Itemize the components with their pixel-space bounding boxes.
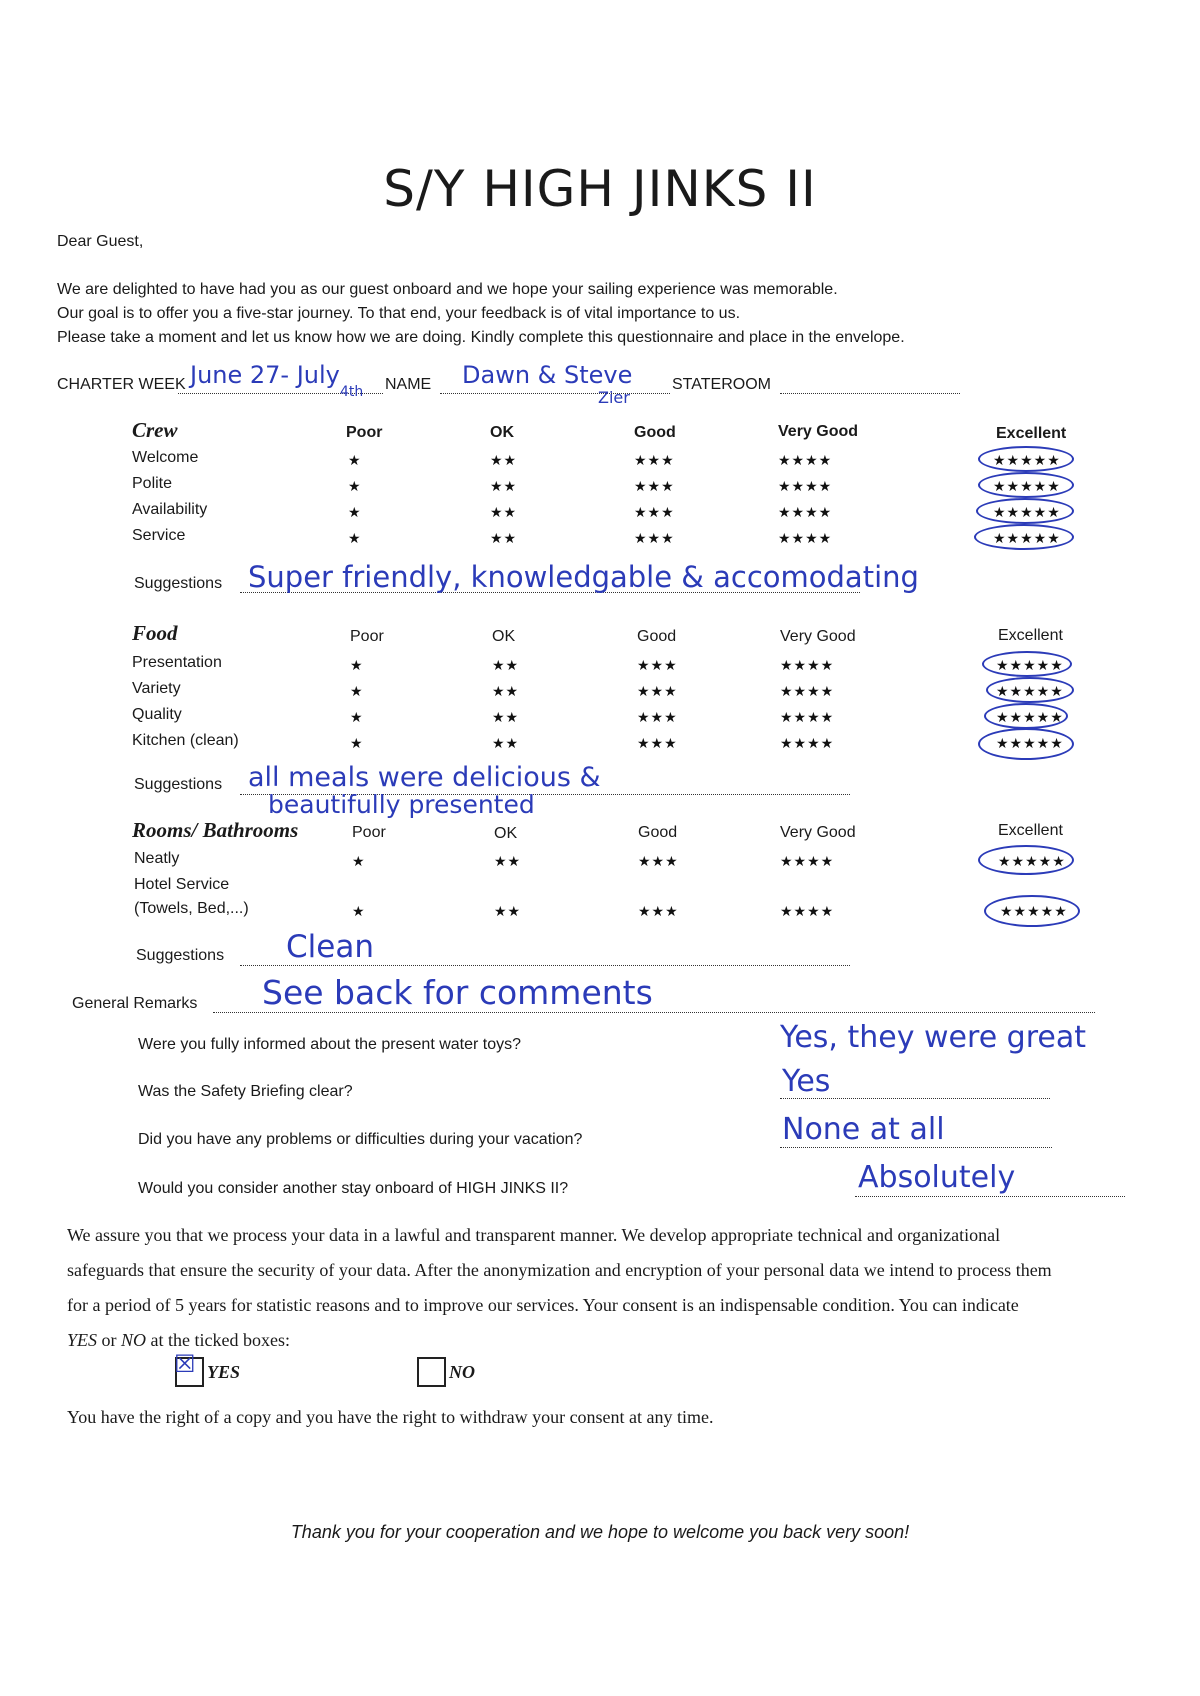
crew-welcome-ok[interactable]: ★★: [490, 452, 518, 468]
food-quality-selected-mark: [984, 703, 1068, 729]
privacy-yes-word: YES: [67, 1330, 98, 1350]
charter-week-label: CHARTER WEEK: [57, 376, 186, 393]
rooms-hotel-ok[interactable]: ★★: [494, 903, 522, 919]
stateroom-label: STATEROOM: [672, 376, 771, 393]
food-excellent-header: Excellent: [998, 627, 1063, 644]
consent-yes-label: YES: [207, 1362, 241, 1382]
food-heading: Food: [132, 621, 178, 645]
crew-poor-header: Poor: [346, 424, 383, 441]
crew-item-welcome: Welcome: [132, 449, 199, 466]
question-another-stay: Would you consider another stay onboard of HIGH JINKS II?: [138, 1180, 569, 1197]
greeting: Dear Guest,: [57, 233, 144, 250]
rooms-excellent-header: Excellent: [998, 822, 1063, 839]
rooms-poor-header: Poor: [352, 824, 386, 841]
food-poor-header: Poor: [350, 628, 384, 645]
answer-water-toys: Yes, they were great: [780, 1020, 1087, 1055]
crew-service-selected-mark: [974, 524, 1074, 550]
name-label: NAME: [385, 376, 432, 393]
food-item-kitchen: Kitchen (clean): [132, 732, 239, 749]
crew-polite-excellent[interactable]: ★★★★★: [993, 478, 1061, 494]
consent-no-label: NO: [449, 1362, 475, 1382]
crew-polite-ok[interactable]: ★★: [490, 478, 518, 494]
rights-text: You have the right of a copy and you have the right to withdraw your consent at any time.: [67, 1407, 714, 1427]
rooms-hotel-excellent[interactable]: ★★★★★: [1000, 903, 1068, 919]
food-variety-selected-mark: [986, 677, 1074, 703]
general-remarks-field[interactable]: [213, 1012, 1095, 1013]
name-value: Dawn & Steve: [462, 361, 633, 389]
consent-yes-check-mark: ☒: [174, 1351, 196, 1378]
food-item-quality: Quality: [132, 706, 182, 723]
food-presentation-selected-mark: [982, 651, 1072, 677]
consent-no-checkbox[interactable]: [417, 1357, 446, 1387]
crew-suggestions-value: Super friendly, knowledgable & accomodating: [248, 560, 919, 594]
crew-ok-header: OK: [490, 424, 514, 441]
answer-problems-field[interactable]: [780, 1147, 1052, 1148]
rooms-neatly-poor[interactable]: ★: [352, 853, 366, 869]
crew-polite-good[interactable]: ★★★: [634, 478, 675, 494]
rooms-hotel-good[interactable]: ★★★: [638, 903, 679, 919]
crew-item-availability: Availability: [132, 501, 208, 518]
question-problems: Did you have any problems or difficulties during your vacation?: [138, 1131, 583, 1148]
food-presentation-ok[interactable]: ★★: [492, 657, 520, 673]
answer-another-stay-field[interactable]: [855, 1196, 1125, 1197]
crew-service-verygood[interactable]: ★★★★: [778, 530, 833, 546]
charter-week-value: June 27- July: [190, 361, 340, 389]
name-field[interactable]: [440, 393, 670, 394]
food-suggestions-value: all meals were delicious &: [248, 762, 601, 793]
food-quality-verygood[interactable]: ★★★★: [780, 709, 835, 725]
crew-welcome-selected-mark: [978, 446, 1074, 472]
food-presentation-verygood[interactable]: ★★★★: [780, 657, 835, 673]
intro-line-1: We are delighted to have had you as our guest onboard and we hope your sailing experience was memorable.: [57, 281, 838, 298]
answer-safety: Yes: [782, 1064, 831, 1099]
crew-availability-ok[interactable]: ★★: [490, 504, 518, 520]
rooms-ok-header: OK: [494, 825, 518, 842]
rooms-suggestions-value: Clean: [286, 929, 374, 965]
rooms-heading: Rooms/ Bathrooms: [132, 818, 299, 842]
food-kitchen-excellent[interactable]: ★★★★★: [996, 735, 1064, 751]
rooms-neatly-verygood[interactable]: ★★★★: [780, 853, 835, 869]
crew-availability-selected-mark: [976, 498, 1074, 524]
food-kitchen-poor[interactable]: ★: [350, 735, 364, 751]
food-quality-poor[interactable]: ★: [350, 709, 364, 725]
crew-heading: Crew: [132, 418, 178, 442]
crew-availability-excellent[interactable]: ★★★★★: [993, 504, 1061, 520]
rooms-suggestions-field[interactable]: [240, 965, 850, 966]
food-variety-excellent[interactable]: ★★★★★: [996, 683, 1064, 699]
thanks-text: Thank you for your cooperation and we hope to welcome you back very soon!: [290, 1522, 910, 1542]
rooms-item-towels-bed: (Towels, Bed,...): [134, 900, 249, 917]
crew-welcome-verygood[interactable]: ★★★★: [778, 452, 833, 468]
food-kitchen-ok[interactable]: ★★: [492, 735, 520, 751]
name-value-2: Zier: [598, 388, 630, 407]
general-remarks-label: General Remarks: [72, 995, 198, 1012]
food-quality-excellent[interactable]: ★★★★★: [996, 709, 1064, 725]
charter-week-value-2: 4th: [340, 384, 364, 400]
crew-welcome-excellent[interactable]: ★★★★★: [993, 452, 1061, 468]
crew-polite-poor[interactable]: ★: [348, 478, 362, 494]
food-verygood-header: Very Good: [780, 628, 856, 645]
food-item-presentation: Presentation: [132, 654, 222, 671]
crew-polite-verygood[interactable]: ★★★★: [778, 478, 833, 494]
food-presentation-good[interactable]: ★★★: [637, 657, 678, 673]
food-quality-ok[interactable]: ★★: [492, 709, 520, 725]
rooms-suggestions-label: Suggestions: [136, 947, 225, 964]
intro-line-3: Please take a moment and let us know how we are doing. Kindly complete this questionnaire and place in the envelope.: [57, 329, 905, 346]
crew-polite-selected-mark: [978, 472, 1074, 498]
privacy-line-3: for a period of 5 years for statistic reasons and to improve our services. Your consent is an indispensable condition. You can indicate: [67, 1295, 1019, 1315]
rooms-good-header: Good: [638, 824, 678, 841]
crew-good-header: Good: [634, 424, 676, 441]
rooms-neatly-good[interactable]: ★★★: [638, 853, 679, 869]
privacy-line-1: We assure you that we process your data in a lawful and transparent manner. We develop appropriate technical and organizational: [67, 1225, 1001, 1245]
crew-service-poor[interactable]: ★: [348, 530, 362, 546]
intro-line-2: Our goal is to offer you a five-star journey. To that end, your feedback is of vital importance to us.: [57, 305, 741, 322]
rooms-hotel-selected-mark: [984, 895, 1080, 927]
rooms-neatly-ok[interactable]: ★★: [494, 853, 522, 869]
crew-item-polite: Polite: [132, 475, 173, 492]
crew-availability-verygood[interactable]: ★★★★: [778, 504, 833, 520]
privacy-no-word: NO: [121, 1330, 147, 1350]
rooms-neatly-excellent[interactable]: ★★★★★: [998, 853, 1066, 869]
food-presentation-excellent[interactable]: ★★★★★: [996, 657, 1064, 673]
crew-item-service: Service: [132, 527, 186, 544]
food-suggestions-value-2: beautifully presented: [268, 790, 535, 819]
rooms-item-hotel-service: Hotel Service: [134, 876, 230, 893]
food-variety-verygood[interactable]: ★★★★: [780, 683, 835, 699]
crew-service-ok[interactable]: ★★: [490, 530, 518, 546]
crew-availability-good[interactable]: ★★★: [634, 504, 675, 520]
food-item-variety: Variety: [132, 680, 181, 697]
food-good-header: Good: [637, 628, 677, 645]
stateroom-field[interactable]: [780, 393, 960, 394]
rooms-item-neatly: Neatly: [134, 850, 180, 867]
question-water-toys: Were you fully informed about the present water toys?: [138, 1036, 522, 1053]
question-safety: Was the Safety Briefing clear?: [138, 1083, 353, 1100]
crew-service-good[interactable]: ★★★: [634, 530, 675, 546]
food-suggestions-label: Suggestions: [134, 776, 223, 793]
privacy-suffix: at the ticked boxes:: [146, 1330, 290, 1350]
food-variety-ok[interactable]: ★★: [492, 683, 520, 699]
food-presentation-poor[interactable]: ★: [350, 657, 364, 673]
rooms-verygood-header: Very Good: [780, 824, 856, 841]
food-variety-poor[interactable]: ★: [350, 683, 364, 699]
rooms-neatly-selected-mark: [978, 845, 1074, 875]
rooms-hotel-poor[interactable]: ★: [352, 903, 366, 919]
crew-service-excellent[interactable]: ★★★★★: [993, 530, 1061, 546]
crew-availability-poor[interactable]: ★: [348, 504, 362, 520]
privacy-or-word: or: [97, 1330, 122, 1350]
food-kitchen-good[interactable]: ★★★: [637, 735, 678, 751]
general-remarks-value: See back for comments: [262, 973, 653, 1012]
answer-problems: None at all: [782, 1112, 945, 1147]
crew-welcome-poor[interactable]: ★: [348, 452, 362, 468]
food-quality-good[interactable]: ★★★: [637, 709, 678, 725]
crew-verygood-header: Very Good: [778, 423, 859, 440]
food-ok-header: OK: [492, 628, 516, 645]
crew-suggestions-label: Suggestions: [134, 575, 223, 592]
privacy-line-2: safeguards that ensure the security of your data. After the anonymization and encryption of your personal data we intend to process them: [67, 1260, 1052, 1280]
food-kitchen-verygood[interactable]: ★★★★: [780, 735, 835, 751]
crew-excellent-header: Excellent: [996, 425, 1067, 442]
rooms-hotel-verygood[interactable]: ★★★★: [780, 903, 835, 919]
food-variety-good[interactable]: ★★★: [637, 683, 678, 699]
crew-welcome-good[interactable]: ★★★: [634, 452, 675, 468]
food-kitchen-selected-mark: [978, 728, 1074, 760]
document-title: S/Y HIGH JINKS II: [383, 160, 817, 218]
answer-another-stay: Absolutely: [858, 1160, 1016, 1195]
